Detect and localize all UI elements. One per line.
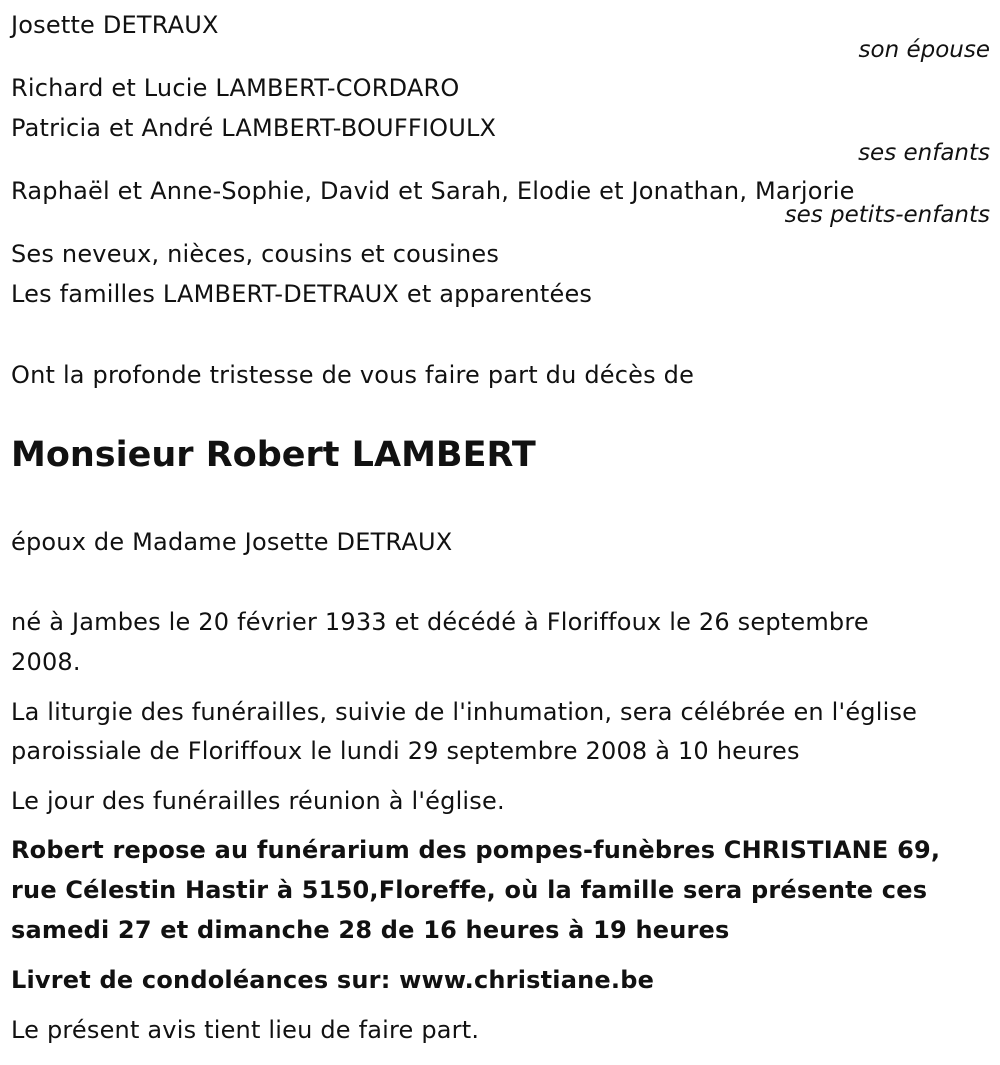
gathering-line: Le jour des funérailles réunion à l'église. <box>11 787 505 815</box>
grandchildren-line: Raphaël et Anne-Sophie, David et Sarah, Elodie et Jonathan, Marjorie <box>11 177 855 205</box>
rest-info-line: rue Célestin Hastir à 5150,Floreffe, où la famille sera présente ces <box>11 876 928 904</box>
liturgy-line: paroissiale de Floriffoux le lundi 29 septembre 2008 à 10 heures <box>11 737 800 765</box>
spouse-role: son épouse <box>858 37 990 63</box>
announcement-intro: Ont la profonde tristesse de vous faire part du décès de <box>11 361 695 389</box>
spouse-of-line: époux de Madame Josette DETRAUX <box>11 528 453 556</box>
relatives-line: Les familles LAMBERT-DETRAUX et apparentées <box>11 280 593 308</box>
spouse-name: Josette DETRAUX <box>11 11 219 39</box>
condolences-line: Livret de condoléances sur: www.christiane.be <box>11 966 655 994</box>
rest-info-line: Robert repose au funérarium des pompes-funèbres CHRISTIANE 69, <box>11 836 941 864</box>
children-role: ses enfants <box>858 140 990 166</box>
deceased-name: Monsieur Robert LAMBERT <box>11 435 536 475</box>
child-line: Patricia et André LAMBERT-BOUFFIOULX <box>11 114 497 142</box>
child-line: Richard et Lucie LAMBERT-CORDARO <box>11 74 460 102</box>
rest-info-line: samedi 27 et dimanche 28 de 16 heures à 19 heures <box>11 916 730 944</box>
closing-line: Le présent avis tient lieu de faire part. <box>11 1016 480 1044</box>
grandchildren-role: ses petits-enfants <box>784 202 990 228</box>
birth-death-line: 2008. <box>11 648 81 676</box>
liturgy-line: La liturgie des funérailles, suivie de l'inhumation, sera célébrée en l'église <box>11 698 918 726</box>
birth-death-line: né à Jambes le 20 février 1933 et décédé à Floriffoux le 26 septembre <box>11 608 869 636</box>
relatives-line: Ses neveux, nièces, cousins et cousines <box>11 240 500 268</box>
